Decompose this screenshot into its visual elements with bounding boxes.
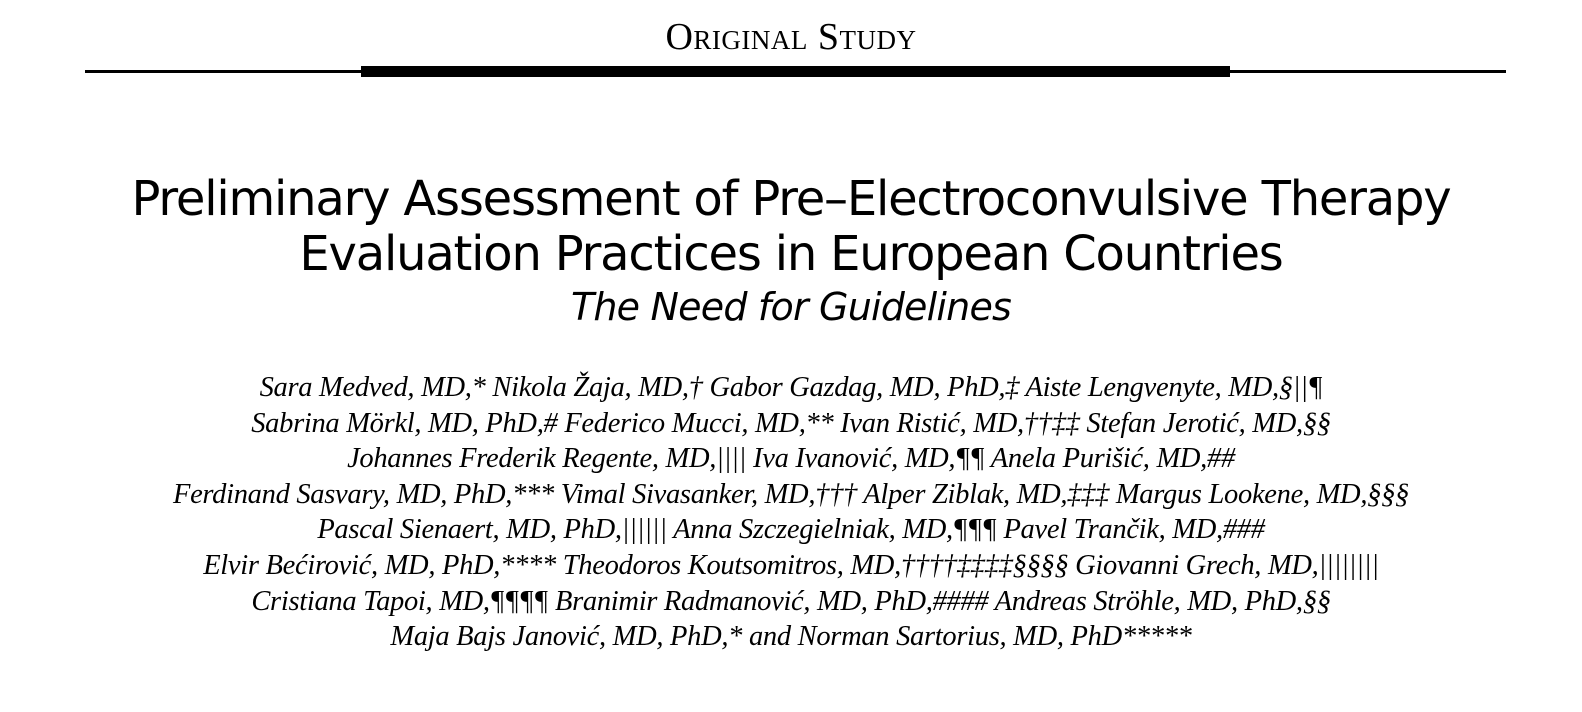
title-line-2: Evaluation Practices in European Countries bbox=[299, 226, 1283, 282]
author-line-5: Pascal Sienaert, MD, PhD,|||||| Anna Szczegielniak, MD,¶¶¶ Pavel Trančik, MD,### bbox=[317, 514, 1265, 546]
author-line-6: Elvir Bećirović, MD, PhD,**** Theodoros Koutsomitros, MD,††††‡‡‡‡§§§§ Giovanni Grech, MD,|||||||| bbox=[203, 549, 1379, 581]
title-line-1: Preliminary Assessment of Pre–Electroconvulsive Therapy bbox=[131, 171, 1451, 227]
article-title bbox=[0, 172, 1582, 282]
author-list bbox=[0, 370, 1582, 655]
author-line-8: Maja Bajs Janović, MD, PhD,* and Norman Sartorius, MD, PhD***** bbox=[390, 621, 1192, 653]
author-line-3: Johannes Frederik Regente, MD,|||| Iva Ivanović, MD,¶¶ Anela Purišić, MD,## bbox=[347, 443, 1235, 475]
header-rule-thick bbox=[361, 66, 1230, 77]
author-line-2: Sabrina Mörkl, MD, PhD,# Federico Mucci, MD,** Ivan Ristić, MD,††‡‡ Stefan Jerotić, MD,§§ bbox=[251, 407, 1331, 439]
author-line-4: Ferdinand Sasvary, MD, PhD,*** Vimal Sivasanker, MD,††† Alper Ziblak, MD,‡‡‡ Margus Lookene, MD,§§§ bbox=[172, 478, 1410, 510]
article-subtitle: The Need for Guidelines bbox=[570, 285, 1012, 329]
author-line-1: Sara Medved, MD,* Nikola Žaja, MD,† Gabor Gazdag, MD, PhD,‡ Aiste Lengvenyte, MD,§||¶ bbox=[259, 372, 1323, 403]
section-label: Original Study bbox=[665, 16, 917, 58]
author-line-7: Cristiana Tapoi, MD,¶¶¶¶ Branimir Radmanović, MD, PhD,#### Andreas Ströhle, MD, PhD,§§ bbox=[251, 585, 1331, 617]
